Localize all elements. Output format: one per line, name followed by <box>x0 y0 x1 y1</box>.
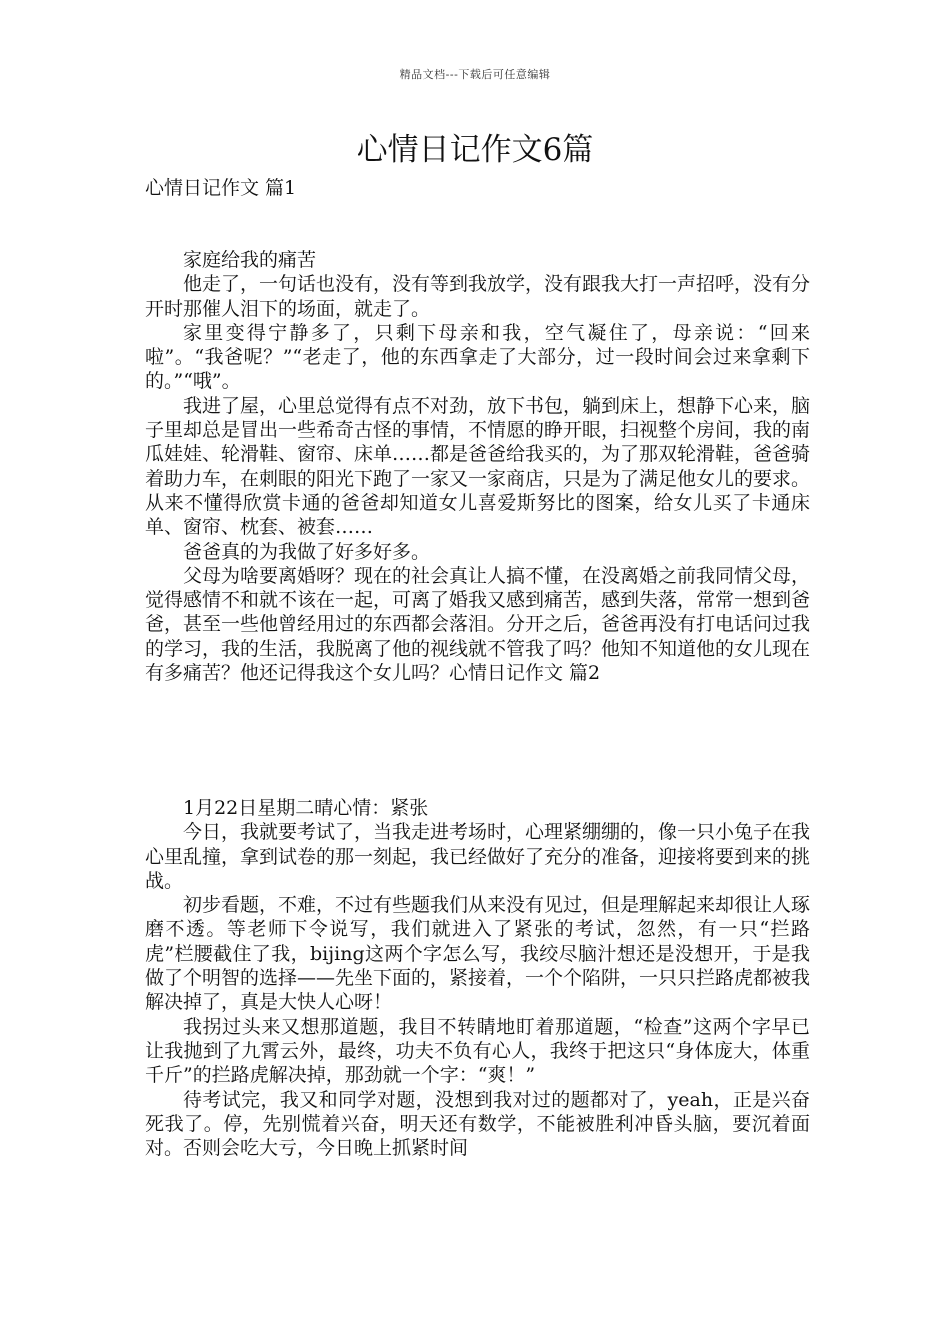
header-note: 精品文档---下载后可任意编辑 <box>399 68 551 81</box>
paragraph: 父母为啥要离婚呀？现在的社会真让人搞不懂，在没离婚之前我同情父母，觉得感情不和就不该在一起，可离了婚我又感到痛苦，感到失落，常常一想到爸爸，甚至一些他曾经用过的东西都会落泪。分开之后，爸爸再没有打电话问过我的学习，我的生活，我脱离了他的视线就不管我了吗？他知不知道他的女儿现在有多痛苦？他还记得我这个女儿吗？心情日记作文 篇2 <box>145 564 811 685</box>
paragraph: 家庭给我的痛苦 <box>183 249 317 271</box>
paragraph: 爸爸真的为我做了好多好多。 <box>183 540 431 563</box>
section-2-body <box>145 796 810 1160</box>
paragraph: 今日，我就要考试了，当我走进考场时，心理紧绷绷的，像一只小兔子在我心里乱撞，拿到试卷的那一刻起，我已经做好了充分的准备，迎接将要到来的挑战。 <box>145 821 811 892</box>
paragraph: 1月22日星期二晴心情：紧张 <box>183 797 429 819</box>
paragraph: 他走了，一句话也没有，没有等到我放学，没有跟我大打一声招呼，没有分开时那催人泪下的场面，就走了。 <box>145 273 811 320</box>
document-title: 心情日记作文6篇 <box>356 132 594 168</box>
section-heading-1: 心情日记作文 篇1 <box>145 177 297 199</box>
paragraph: 待考试完，我又和同学对题，没想到我对过的题都对了，yeah，正是兴奋死我了。停，先别慌着兴奋，明天还有数学，不能被胜利冲昏头脑，要沉着面对。否则会吃大亏，今日晚上抓紧时间 <box>145 1088 810 1160</box>
paragraph: 家里变得宁静多了，只剩下母亲和我，空气凝住了，母亲说：“回来啦”。“我爸呢？”“老走了，他的东西拿走了大部分，过一段时间会过来拿剩下的。”“哦”。 <box>145 321 810 393</box>
section-1-body <box>145 248 810 685</box>
paragraph: 我拐过头来又想那道题，我目不转睛地盯着那道题，“检查”这两个字早已让我抛到了九霄云外，最终，功夫不负有心人，我终于把这只“身体庞大，体重千斤”的拦路虎解决掉，那劲就一个字：“爽！” <box>145 1015 810 1087</box>
paragraph: 我进了屋，心里总觉得有点不对劲，放下书包，躺到床上，想静下心来，脑子里却总是冒出一些希奇古怪的事情，不情愿的睁开眼，扫视整个房间，我的南瓜娃娃、轮滑鞋、窗帘、床单……都是爸爸给我买的，为了那双轮滑鞋，爸爸骑着助力车，在刺眼的阳光下跑了一家又一家商店，只是为了满足他女儿的要求。从来不懂得欣赏卡通的爸爸却知道女儿喜爱斯努比的图案，给女儿买了卡通床单、窗帘、枕套、被套…… <box>145 394 811 539</box>
paragraph: 初步看题，不难，不过有些题我们从来没有见过，但是理解起来却很让人琢磨不透。等老师下令说写，我们就进入了紧张的考试，忽然，有一只“拦路虎”栏腰截住了我，bijing这两个字怎么写，我绞尽脑汁想还是没想开，于是我做了个明智的选择——先坐下面的，紧接着，一个个陷阱，一只只拦路虎都被我解决掉了，真是大快人心呀！ <box>145 894 811 1014</box>
